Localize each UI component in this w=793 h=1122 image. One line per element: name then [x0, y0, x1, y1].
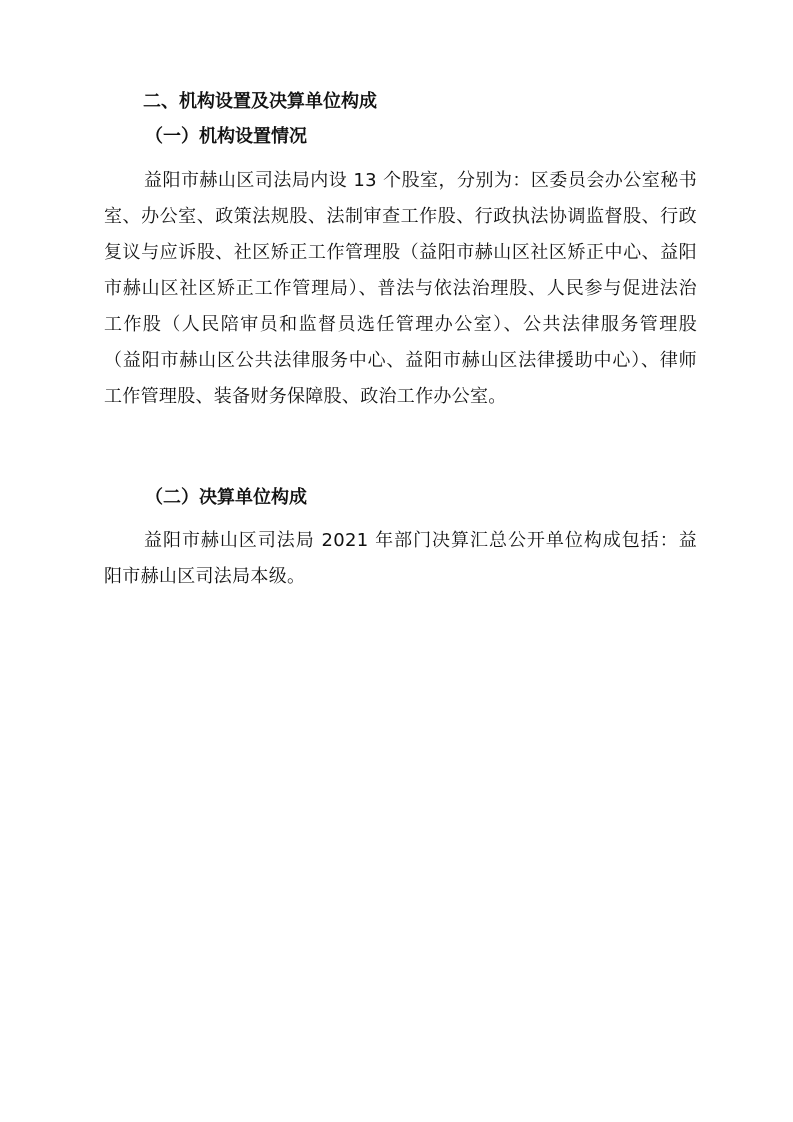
paragraph-org-setup: 益阳市赫山区司法局内设 13 个股室，分别为：区委员会办公室秘书室、办公室、政策法规股、法制审查工作股、行政执法协调监督股、行政复议与应诉股、社区矫正工作管理股（益阳市赫山区社区矫正中心、益阳市赫山区社区矫正工作管理局）、普法与依法治理股、人民参与促进法治工作股（人民陪审员和监督员选任管理办公室）、公共法律服务管理股（益阳市赫山区公共法律服务中心、益阳市赫山区法律援助中心）、律师工作管理股、装备财务保障股、政治工作办公室。 [104, 170, 697, 407]
paragraph-budget-units: 益阳市赫山区司法局 2021 年部门决算汇总公开单位构成包括：益阳市赫山区司法局本级。 [104, 530, 697, 587]
section-heading: 二、机构设置及决算单位构成 [143, 91, 377, 112]
subsection-heading-org-setup: （一）机构设置情况 [145, 126, 307, 147]
subsection-heading-budget-units: （二）决算单位构成 [145, 487, 307, 508]
